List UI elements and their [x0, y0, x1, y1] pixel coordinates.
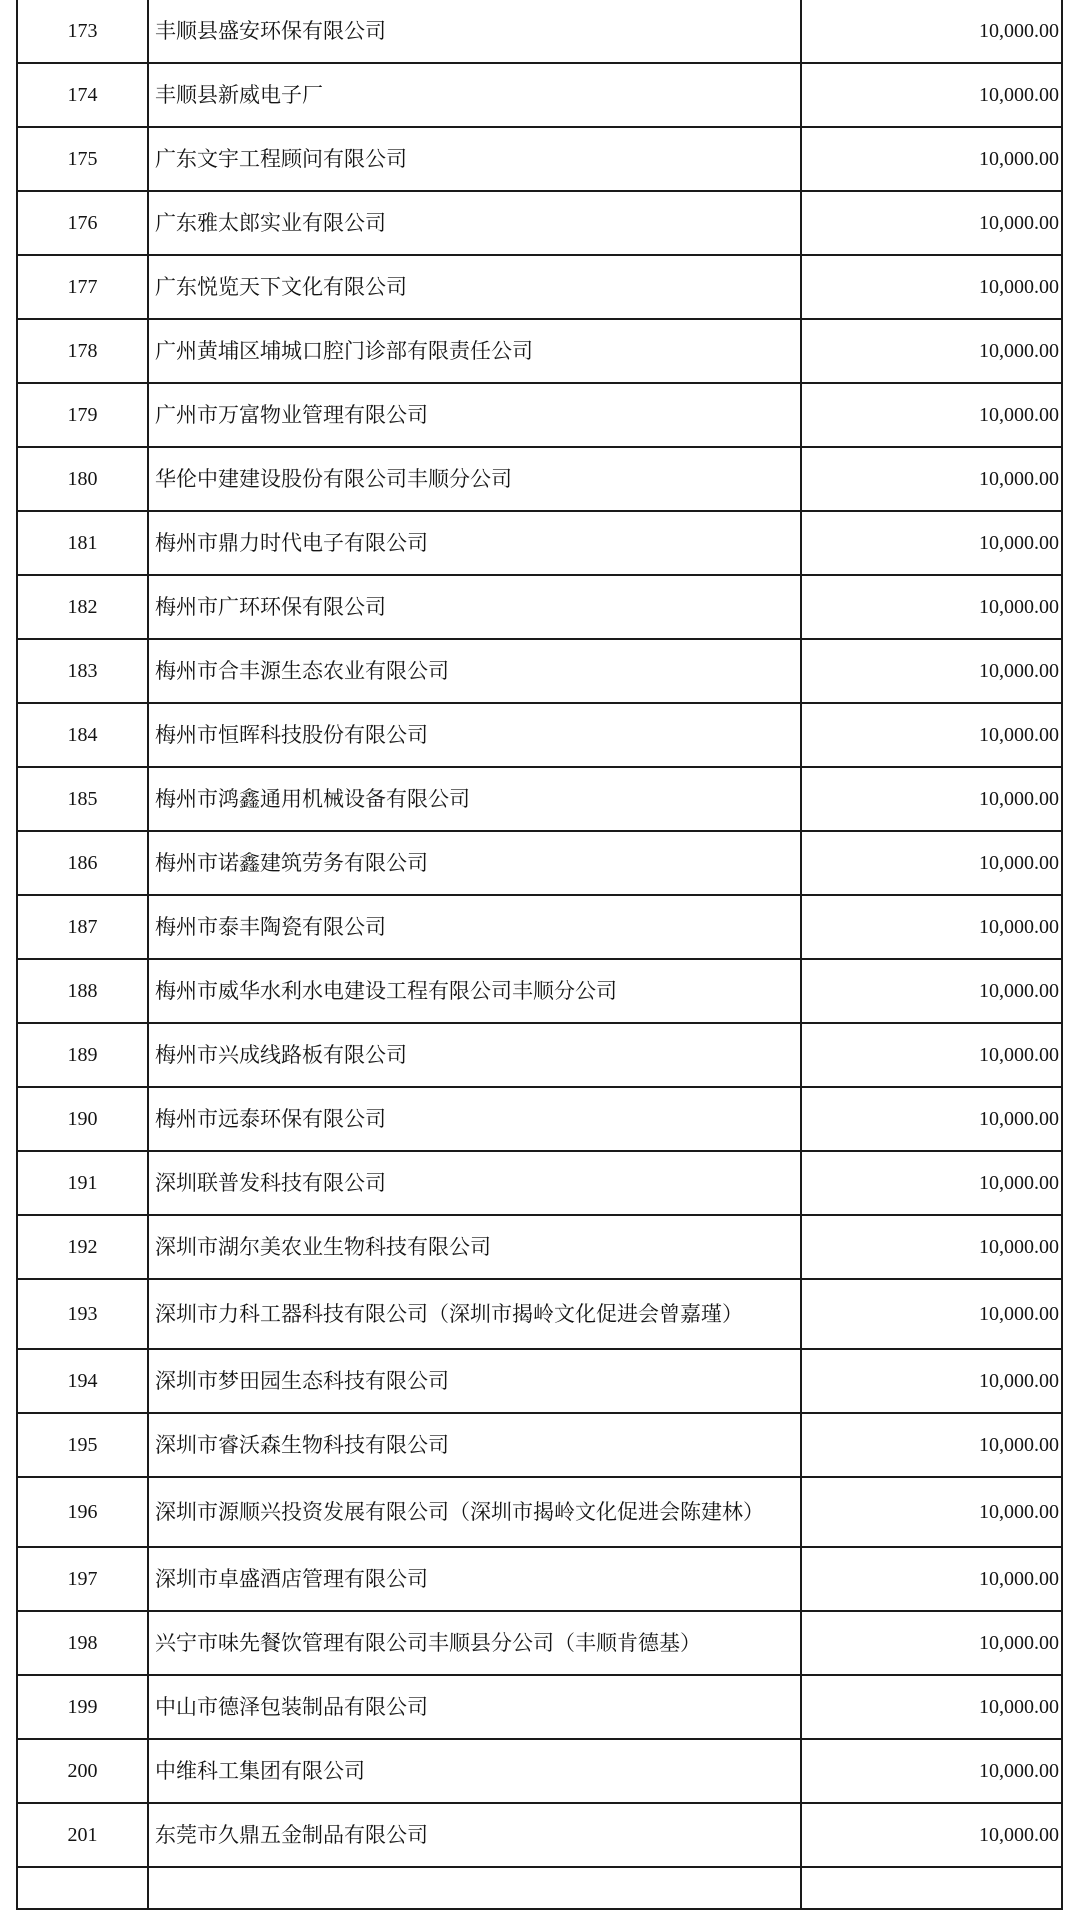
table-row [17, 1279, 1062, 1349]
table-row [17, 1611, 1062, 1675]
donation-amount: 10,000.00 [801, 703, 1062, 767]
donation-amount: 10,000.00 [801, 1087, 1062, 1151]
donation-table [16, 0, 1063, 1910]
table-row [17, 831, 1062, 895]
company-name: 广东悦览天下文化有限公司 [148, 255, 801, 319]
table-row [17, 127, 1062, 191]
company-name: 梅州市诺鑫建筑劳务有限公司 [148, 831, 801, 895]
donation-amount: 10,000.00 [801, 511, 1062, 575]
donation-amount: 10,000.00 [801, 895, 1062, 959]
donation-amount: 10,000.00 [801, 1023, 1062, 1087]
row-number: 187 [17, 895, 148, 959]
table-row [17, 1739, 1062, 1803]
row-number: 194 [17, 1349, 148, 1413]
donation-amount: 10,000.00 [801, 1739, 1062, 1803]
company-name: 广州黄埔区埔城口腔门诊部有限责任公司 [148, 319, 801, 383]
company-name: 深圳市源顺兴投资发展有限公司（深圳市揭岭文化促进会陈建林） [148, 1477, 801, 1547]
donation-amount: 10,000.00 [801, 1215, 1062, 1279]
row-number: 181 [17, 511, 148, 575]
company-name: 华伦中建建设股份有限公司丰顺分公司 [148, 447, 801, 511]
row-number: 182 [17, 575, 148, 639]
donation-amount: 10,000.00 [801, 255, 1062, 319]
donation-amount: 10,000.00 [801, 127, 1062, 191]
donation-amount: 10,000.00 [801, 1547, 1062, 1611]
table-row [17, 319, 1062, 383]
donation-amount: 10,000.00 [801, 447, 1062, 511]
row-number: 183 [17, 639, 148, 703]
row-number: 177 [17, 255, 148, 319]
table-row [17, 1413, 1062, 1477]
company-name: 梅州市恒晖科技股份有限公司 [148, 703, 801, 767]
donation-amount: 10,000.00 [801, 0, 1062, 63]
empty-cell [801, 1867, 1062, 1909]
company-name: 梅州市广环环保有限公司 [148, 575, 801, 639]
company-name: 深圳市梦田园生态科技有限公司 [148, 1349, 801, 1413]
empty-cell [148, 1867, 801, 1909]
table-row [17, 1803, 1062, 1867]
donation-amount: 10,000.00 [801, 575, 1062, 639]
table-row [17, 895, 1062, 959]
row-number: 199 [17, 1675, 148, 1739]
row-number: 179 [17, 383, 148, 447]
company-name: 深圳市力科工器科技有限公司（深圳市揭岭文化促进会曾嘉瑾） [148, 1279, 801, 1349]
row-number: 173 [17, 0, 148, 63]
row-number: 195 [17, 1413, 148, 1477]
table-row [17, 959, 1062, 1023]
donation-amount: 10,000.00 [801, 1413, 1062, 1477]
row-number: 188 [17, 959, 148, 1023]
donation-amount: 10,000.00 [801, 191, 1062, 255]
row-number: 198 [17, 1611, 148, 1675]
company-name: 广州市万富物业管理有限公司 [148, 383, 801, 447]
donation-amount: 10,000.00 [801, 1349, 1062, 1413]
row-number: 174 [17, 63, 148, 127]
table-row [17, 511, 1062, 575]
donation-table-body [17, 0, 1062, 1909]
row-number: 201 [17, 1803, 148, 1867]
company-name: 广东雅太郎实业有限公司 [148, 191, 801, 255]
donation-amount: 10,000.00 [801, 639, 1062, 703]
row-number: 190 [17, 1087, 148, 1151]
donation-amount: 10,000.00 [801, 831, 1062, 895]
row-number: 178 [17, 319, 148, 383]
table-row [17, 1675, 1062, 1739]
row-number: 193 [17, 1279, 148, 1349]
table-row [17, 703, 1062, 767]
donation-amount: 10,000.00 [801, 63, 1062, 127]
table-row [17, 575, 1062, 639]
empty-cell [17, 1867, 148, 1909]
row-number: 200 [17, 1739, 148, 1803]
donation-amount: 10,000.00 [801, 1279, 1062, 1349]
company-name: 东莞市久鼎五金制品有限公司 [148, 1803, 801, 1867]
row-number: 197 [17, 1547, 148, 1611]
table-row [17, 0, 1062, 63]
company-name: 梅州市远泰环保有限公司 [148, 1087, 801, 1151]
table-row [17, 383, 1062, 447]
donation-amount: 10,000.00 [801, 319, 1062, 383]
company-name: 丰顺县盛安环保有限公司 [148, 0, 801, 63]
company-name: 深圳市湖尔美农业生物科技有限公司 [148, 1215, 801, 1279]
company-name: 中山市德泽包装制品有限公司 [148, 1675, 801, 1739]
donation-amount: 10,000.00 [801, 767, 1062, 831]
row-number: 185 [17, 767, 148, 831]
table-row [17, 1023, 1062, 1087]
company-name: 梅州市泰丰陶瓷有限公司 [148, 895, 801, 959]
donation-amount: 10,000.00 [801, 1803, 1062, 1867]
company-name: 广东文宇工程顾问有限公司 [148, 127, 801, 191]
donation-amount: 10,000.00 [801, 1151, 1062, 1215]
company-name: 兴宁市味先餐饮管理有限公司丰顺县分公司（丰顺肯德基） [148, 1611, 801, 1675]
row-number: 189 [17, 1023, 148, 1087]
company-name: 深圳市睿沃森生物科技有限公司 [148, 1413, 801, 1477]
company-name: 深圳市卓盛酒店管理有限公司 [148, 1547, 801, 1611]
table-row-partial [17, 1867, 1062, 1909]
company-name: 丰顺县新威电子厂 [148, 63, 801, 127]
row-number: 175 [17, 127, 148, 191]
table-row [17, 1151, 1062, 1215]
company-name: 梅州市鸿鑫通用机械设备有限公司 [148, 767, 801, 831]
table-row [17, 1087, 1062, 1151]
donation-amount: 10,000.00 [801, 1675, 1062, 1739]
company-name: 梅州市鼎力时代电子有限公司 [148, 511, 801, 575]
table-row [17, 767, 1062, 831]
table-row [17, 1547, 1062, 1611]
donation-amount: 10,000.00 [801, 1477, 1062, 1547]
table-row [17, 1215, 1062, 1279]
company-name: 中维科工集团有限公司 [148, 1739, 801, 1803]
table-row [17, 1349, 1062, 1413]
table-row [17, 255, 1062, 319]
table-row [17, 639, 1062, 703]
table-row [17, 1477, 1062, 1547]
donation-amount: 10,000.00 [801, 1611, 1062, 1675]
company-name: 梅州市合丰源生态农业有限公司 [148, 639, 801, 703]
row-number: 186 [17, 831, 148, 895]
table-row [17, 191, 1062, 255]
row-number: 184 [17, 703, 148, 767]
row-number: 191 [17, 1151, 148, 1215]
donation-amount: 10,000.00 [801, 383, 1062, 447]
table-row [17, 447, 1062, 511]
row-number: 176 [17, 191, 148, 255]
row-number: 180 [17, 447, 148, 511]
row-number: 196 [17, 1477, 148, 1547]
company-name: 深圳联普发科技有限公司 [148, 1151, 801, 1215]
table-row [17, 63, 1062, 127]
company-name: 梅州市威华水利水电建设工程有限公司丰顺分公司 [148, 959, 801, 1023]
donation-amount: 10,000.00 [801, 959, 1062, 1023]
row-number: 192 [17, 1215, 148, 1279]
company-name: 梅州市兴成线路板有限公司 [148, 1023, 801, 1087]
